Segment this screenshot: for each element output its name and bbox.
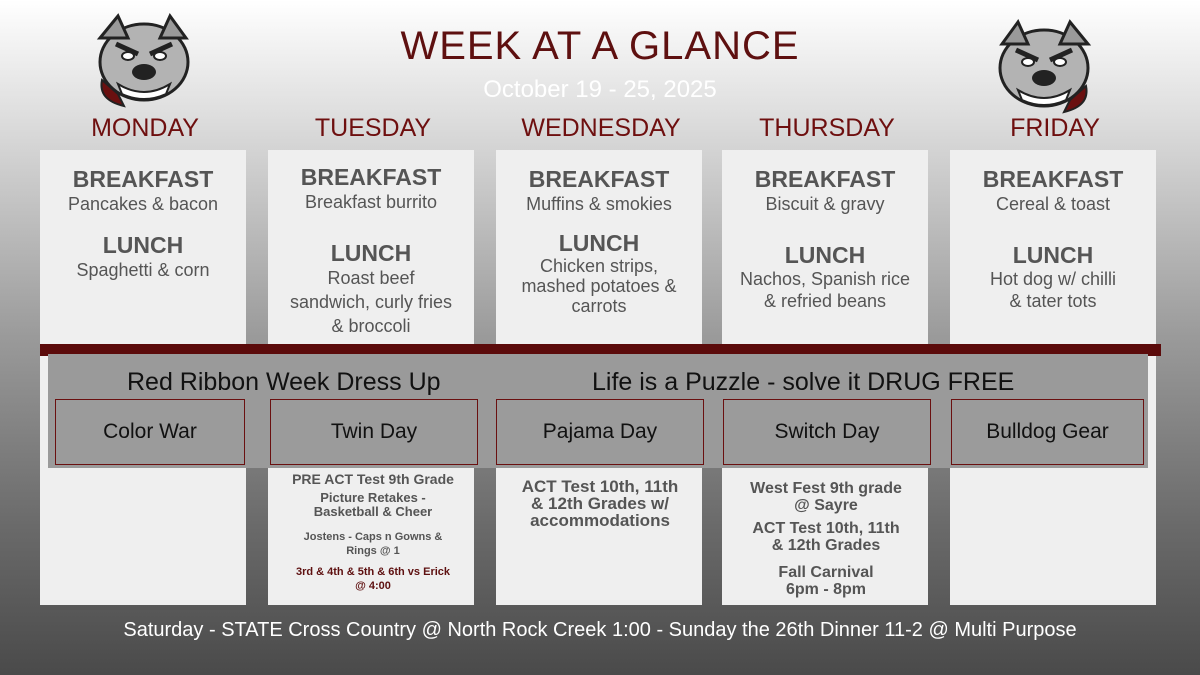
day-header-monday: MONDAY bbox=[91, 114, 199, 142]
dress-up-tuesday: Twin Day bbox=[270, 399, 478, 465]
band-heading-dress-up: Red Ribbon Week Dress Up bbox=[127, 368, 441, 396]
band-heading-slogan: Life is a Puzzle - solve it DRUG FREE bbox=[592, 368, 1015, 396]
lunch-item: Nachos, Spanish rice & refried beans bbox=[739, 269, 911, 311]
breakfast-title: BREAKFAST bbox=[754, 166, 896, 192]
breakfast-title: BREAKFAST bbox=[300, 164, 442, 190]
day-header-wednesday: WEDNESDAY bbox=[521, 114, 681, 142]
breakfast-item: Breakfast burrito bbox=[304, 192, 438, 212]
event-tuesday-jostens: Jostens - Caps n Gowns & Rings @ 1 bbox=[303, 531, 443, 557]
lunch-title: LUNCH bbox=[558, 230, 640, 256]
breakfast-item: Biscuit & gravy bbox=[765, 194, 885, 214]
lunch-title: LUNCH bbox=[1012, 242, 1094, 268]
breakfast-item: Pancakes & bacon bbox=[67, 194, 219, 214]
breakfast-item: Cereal & toast bbox=[995, 194, 1111, 214]
weekend-footer: Saturday - STATE Cross Country @ North Rock Creek 1:00 - Sunday the 26th Dinner 11-2 @ Multi Purpose bbox=[123, 619, 1077, 641]
lunch-title: LUNCH bbox=[330, 240, 412, 266]
dress-up-friday: Bulldog Gear bbox=[951, 399, 1144, 465]
lunch-item: Roast beef sandwich, curly fries & broccoli bbox=[289, 268, 453, 336]
page-title: WEEK AT A GLANCE bbox=[400, 24, 800, 68]
lunch-item: Spaghetti & corn bbox=[76, 260, 210, 280]
lunch-item: Chicken strips, mashed potatoes & carrots bbox=[521, 256, 677, 316]
lunch-title: LUNCH bbox=[784, 242, 866, 268]
day-header-thursday: THURSDAY bbox=[759, 114, 895, 142]
event-thursday-fall-carnival: Fall Carnival 6pm - 8pm bbox=[778, 564, 874, 598]
day-header-tuesday: TUESDAY bbox=[314, 114, 432, 142]
lunch-title: LUNCH bbox=[102, 232, 184, 258]
event-tuesday-game: 3rd & 4th & 5th & 6th vs Erick @ 4:00 bbox=[295, 566, 451, 592]
dress-up-wednesday: Pajama Day bbox=[496, 399, 704, 465]
event-tuesday-pre-act: PRE ACT Test 9th Grade bbox=[292, 471, 454, 487]
breakfast-title: BREAKFAST bbox=[528, 166, 670, 192]
day-header-friday: FRIDAY bbox=[1010, 114, 1100, 142]
dress-up-monday: Color War bbox=[55, 399, 245, 465]
date-range: October 19 - 25, 2025 bbox=[483, 76, 717, 103]
breakfast-title: BREAKFAST bbox=[72, 166, 214, 192]
breakfast-title: BREAKFAST bbox=[982, 166, 1124, 192]
lunch-item: Hot dog w/ chilli & tater tots bbox=[989, 269, 1117, 311]
event-tuesday-picture-retakes: Picture Retakes - Basketball & Cheer bbox=[313, 490, 433, 519]
event-thursday-west-fest: West Fest 9th grade @ Sayre bbox=[750, 480, 902, 514]
breakfast-item: Muffins & smokies bbox=[526, 194, 672, 214]
event-thursday-act: ACT Test 10th, 11th & 12th Grades bbox=[752, 520, 900, 554]
event-wednesday-act: ACT Test 10th, 11th & 12th Grades w/ accommodations bbox=[521, 477, 679, 530]
dress-up-thursday: Switch Day bbox=[723, 399, 931, 465]
